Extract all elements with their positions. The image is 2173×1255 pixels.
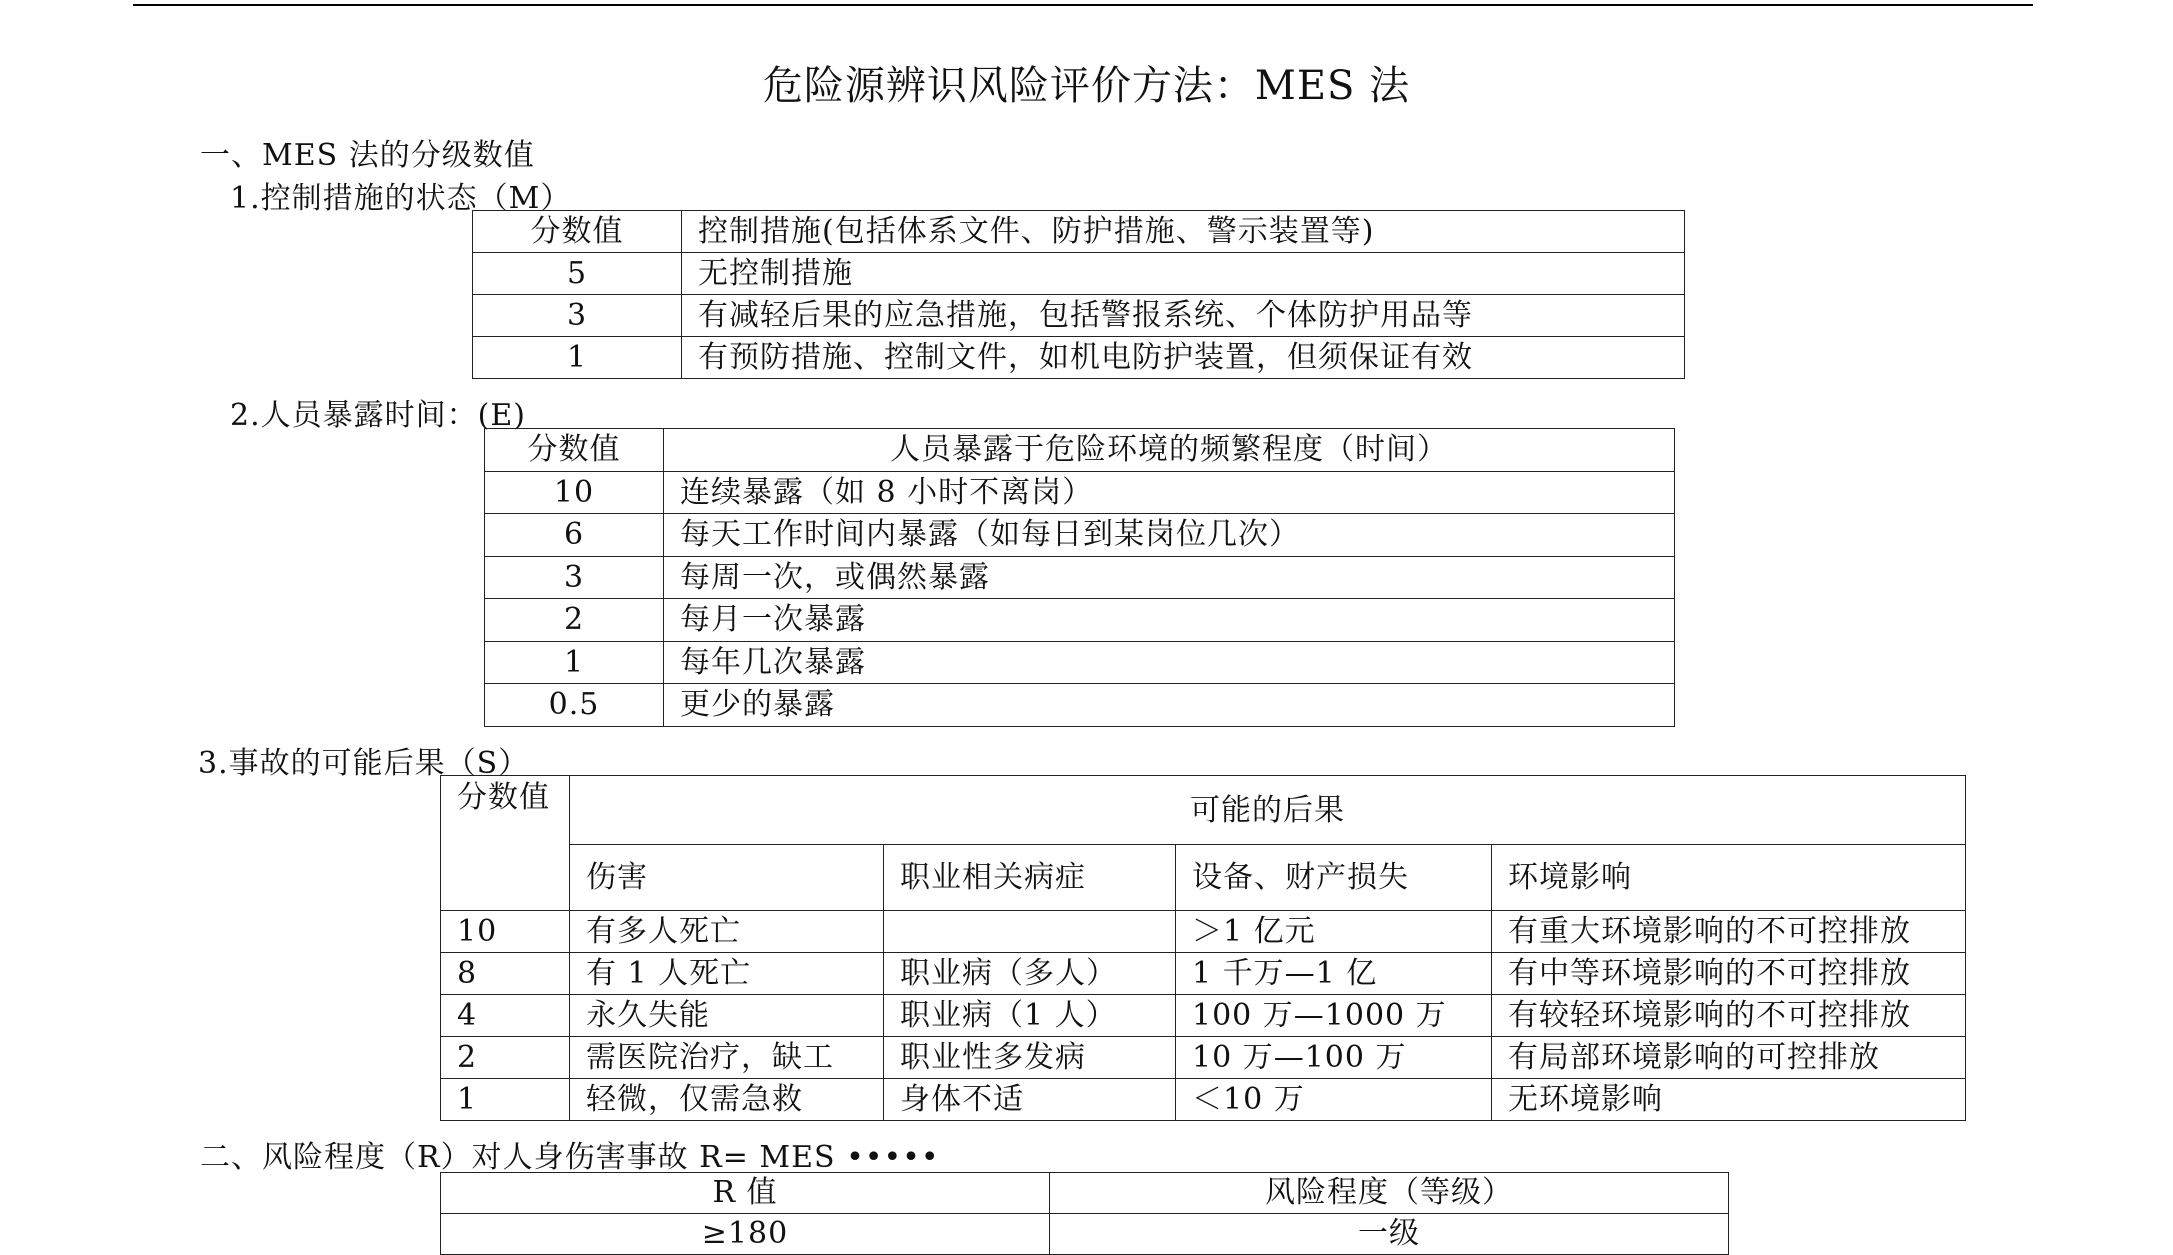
- table-row: [441, 1037, 1966, 1079]
- e-row-desc: 每月一次暴露: [664, 599, 1675, 642]
- r-table: [440, 1172, 1729, 1255]
- s-row-property: ＜10 万: [1176, 1079, 1492, 1121]
- table-row: [485, 684, 1675, 727]
- e-row-score: 0.5: [485, 684, 664, 727]
- s-row-disease: 职业性多发病: [884, 1037, 1176, 1079]
- s-table: [440, 775, 1966, 1121]
- e-row-desc: 每年几次暴露: [664, 641, 1675, 684]
- table-row: [473, 337, 1685, 379]
- s-row-score: 1: [441, 1079, 570, 1121]
- table-row: [441, 1214, 1729, 1255]
- e-row-desc: 连续暴露（如 8 小时不离岗）: [664, 471, 1675, 514]
- e-row-score: 10: [485, 471, 664, 514]
- s-heading: 3.事故的可能后果（S）: [198, 746, 530, 781]
- e-table: [484, 428, 1675, 727]
- document-title: 危险源辨识风险评价方法：MES 法: [762, 63, 1411, 109]
- m-heading: 1.控制措施的状态（M）: [230, 181, 572, 216]
- s-row-property: ＞1 亿元: [1176, 911, 1492, 953]
- r-header-value: R 值: [441, 1173, 1050, 1214]
- s-row-disease: [884, 911, 1176, 953]
- s-header-group: 可能的后果: [570, 776, 1966, 845]
- s-row-property: 100 万—1000 万: [1176, 995, 1492, 1037]
- s-row-disease: 职业病（1 人）: [884, 995, 1176, 1037]
- s-row-score: 8: [441, 953, 570, 995]
- s-row-score: 4: [441, 995, 570, 1037]
- r-row-level: 一级: [1050, 1214, 1729, 1255]
- s-row-harm: 轻微，仅需急救: [570, 1079, 884, 1121]
- table-row: [485, 641, 1675, 684]
- s-row-harm: 需医院治疗，缺工: [570, 1037, 884, 1079]
- table-row: [441, 953, 1966, 995]
- s-row-score: 10: [441, 911, 570, 953]
- s-row-environment: 无环境影响: [1492, 1079, 1966, 1121]
- s-header-property: 设备、财产损失: [1176, 845, 1492, 911]
- e-row-score: 1: [485, 641, 664, 684]
- s-header-score: 分数值: [441, 776, 570, 911]
- table-row: [485, 514, 1675, 557]
- m-row-score: 3: [473, 295, 682, 337]
- s-row-disease: 身体不适: [884, 1079, 1176, 1121]
- e-header-score: 分数值: [485, 429, 664, 472]
- s-row-disease: 职业病（多人）: [884, 953, 1176, 995]
- m-row-score: 1: [473, 337, 682, 379]
- table-row: [485, 556, 1675, 599]
- r-table-header: [441, 1173, 1729, 1214]
- m-row-desc: 有预防措施、控制文件，如机电防护装置，但须保证有效: [682, 337, 1685, 379]
- table-row: [441, 995, 1966, 1037]
- s-row-property: 10 万—100 万: [1176, 1037, 1492, 1079]
- table-row: [485, 599, 1675, 642]
- r-header-level: 风险程度（等级）: [1050, 1173, 1729, 1214]
- e-header-desc: 人员暴露于危险环境的频繁程度（时间）: [664, 429, 1675, 472]
- e-row-desc: 每天工作时间内暴露（如每日到某岗位几次）: [664, 514, 1675, 557]
- table-row: [441, 911, 1966, 953]
- e-row-score: 3: [485, 556, 664, 599]
- s-row-harm: 永久失能: [570, 995, 884, 1037]
- table-row: [473, 295, 1685, 337]
- s-table-header-group: [441, 776, 1966, 845]
- r-row-value: ≥180: [441, 1214, 1050, 1255]
- s-row-environment: 有较轻环境影响的不可控排放: [1492, 995, 1966, 1037]
- s-row-score: 2: [441, 1037, 570, 1079]
- m-row-desc: 有减轻后果的应急措施，包括警报系统、个体防护用品等: [682, 295, 1685, 337]
- s-row-environment: 有局部环境影响的可控排放: [1492, 1037, 1966, 1079]
- s-row-environment: 有重大环境影响的不可控排放: [1492, 911, 1966, 953]
- top-rule: [133, 4, 2033, 6]
- table-row: [485, 471, 1675, 514]
- e-heading: 2.人员暴露时间：(E): [230, 398, 526, 433]
- s-table-header-columns: [441, 845, 1966, 911]
- e-row-desc: 每周一次，或偶然暴露: [664, 556, 1675, 599]
- e-row-desc: 更少的暴露: [664, 684, 1675, 727]
- s-row-harm: 有 1 人死亡: [570, 953, 884, 995]
- s-row-harm: 有多人死亡: [570, 911, 884, 953]
- m-row-score: 5: [473, 253, 682, 295]
- s-header-environment: 环境影响: [1492, 845, 1966, 911]
- m-header-desc: 控制措施(包括体系文件、防护措施、警示装置等): [682, 211, 1685, 253]
- s-header-harm: 伤害: [570, 845, 884, 911]
- s-row-property: 1 千万—1 亿: [1176, 953, 1492, 995]
- table-row: [473, 253, 1685, 295]
- m-table: [472, 210, 1685, 379]
- s-header-disease: 职业相关病症: [884, 845, 1176, 911]
- table-row: [441, 1079, 1966, 1121]
- e-row-score: 6: [485, 514, 664, 557]
- e-row-score: 2: [485, 599, 664, 642]
- m-header-score: 分数值: [473, 211, 682, 253]
- e-table-header: [485, 429, 1675, 472]
- m-table-header: [473, 211, 1685, 253]
- section2-heading: 二、风险程度（R）对人身伤害事故 R= MES •••••: [200, 1140, 940, 1175]
- s-row-environment: 有中等环境影响的不可控排放: [1492, 953, 1966, 995]
- section1-heading: 一、MES 法的分级数值: [200, 138, 535, 173]
- m-row-desc: 无控制措施: [682, 253, 1685, 295]
